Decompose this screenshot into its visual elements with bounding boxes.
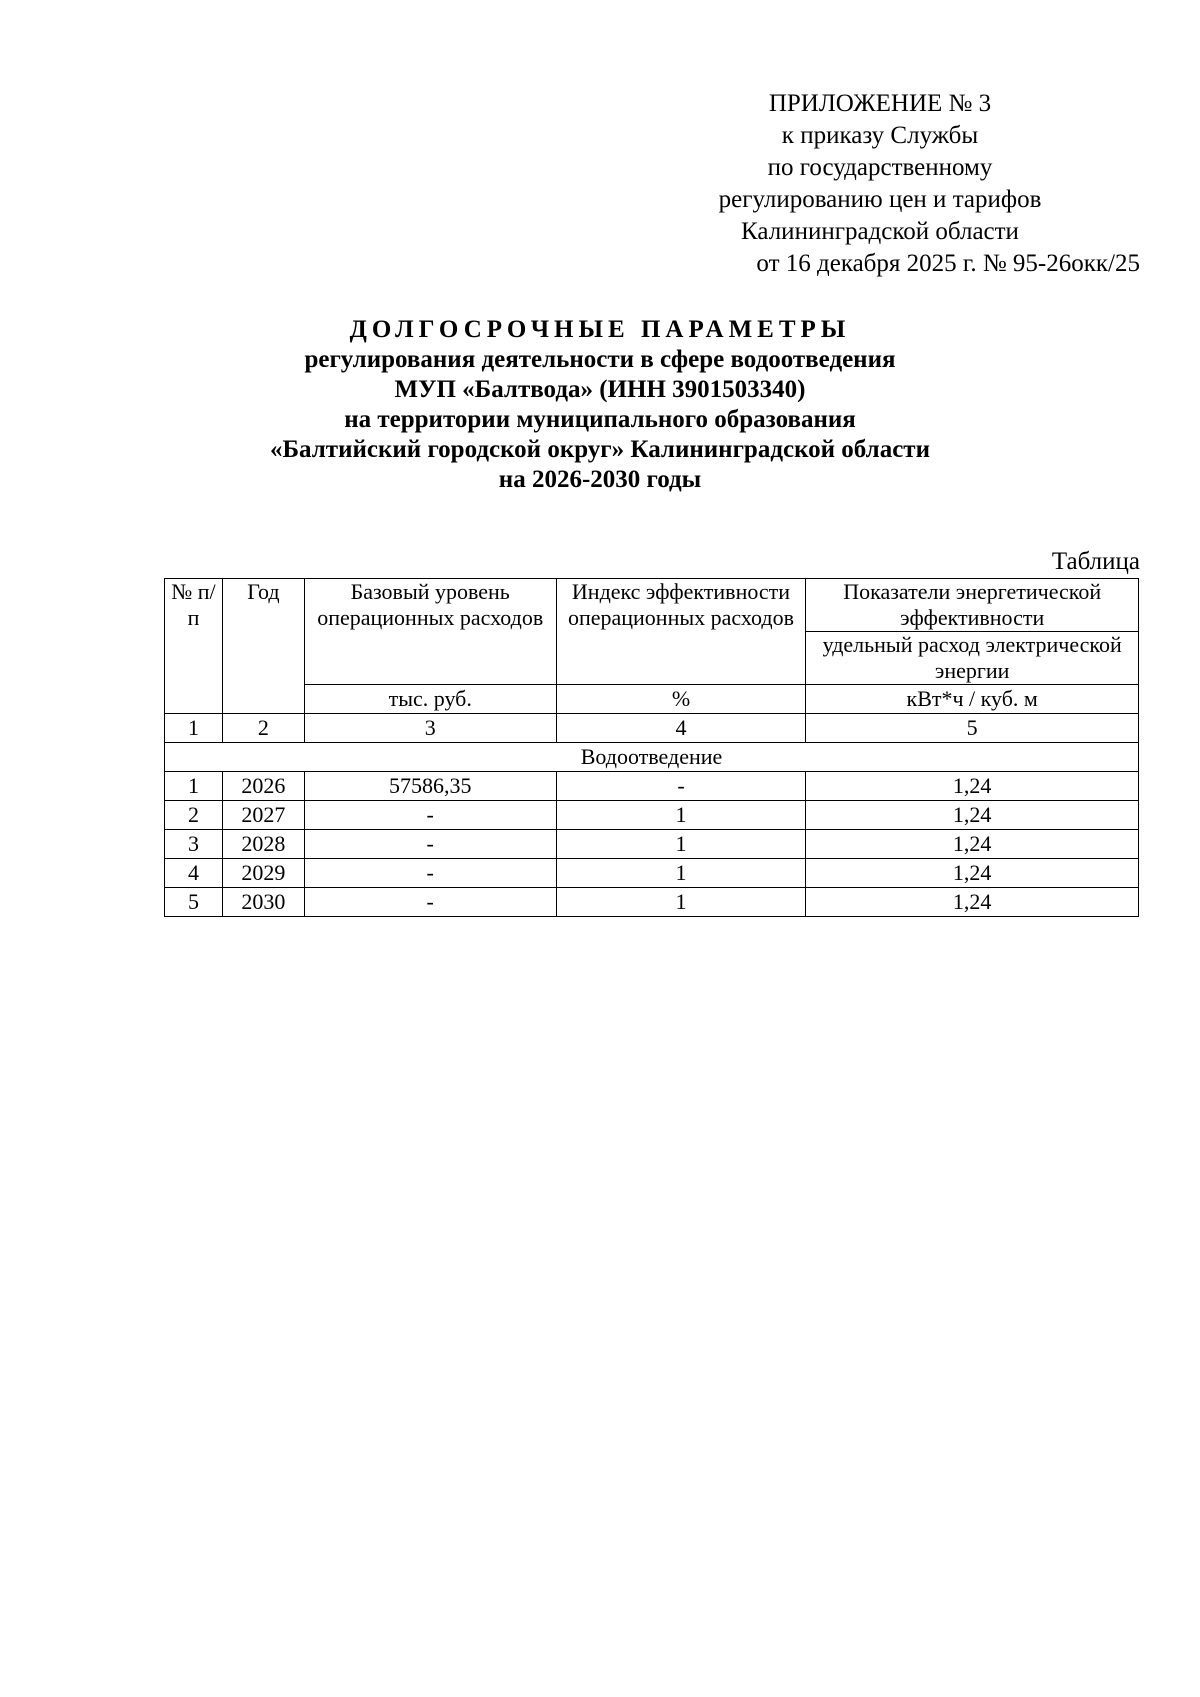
cell-year: 2030 [222,888,304,917]
cell-energy: 1,24 [806,801,1139,830]
appendix-header [620,88,1140,280]
column-number: 3 [304,714,556,743]
cell-n: 4 [165,859,223,888]
column-number: 1 [165,714,223,743]
cell-year: 2026 [222,772,304,801]
column-number: 2 [222,714,304,743]
section-label: Водоотведение [165,743,1139,772]
appendix-order-date: от 16 декабря 2025 г. № 95-26окк/25 [756,250,1140,277]
unit-base: тыс. руб. [304,685,556,714]
title-line: МУП «Балтвода» (ИНН 3901503340) [394,376,806,403]
header-year: Год [222,579,304,714]
table-row [165,772,1139,801]
cell-base: - [304,888,556,917]
unit-index: % [556,685,806,714]
column-number: 5 [806,714,1139,743]
cell-base: 57586,35 [304,772,556,801]
parameters-table [164,578,1139,917]
cell-n: 2 [165,801,223,830]
header-n: № п/п [165,579,223,714]
appendix-title: ПРИЛОЖЕНИЕ № 3 [768,90,992,117]
table-row [165,801,1139,830]
appendix-line: Калининградской области [741,218,1019,245]
column-number: 4 [556,714,806,743]
cell-energy: 1,24 [806,772,1139,801]
appendix-line: по государственному [767,154,993,181]
title-line: на территории муниципального образования [344,406,856,433]
cell-index: 1 [556,888,806,917]
appendix-line: к приказу Службы [781,122,979,149]
cell-base: - [304,830,556,859]
cell-energy: 1,24 [806,888,1139,917]
cell-n: 5 [165,888,223,917]
cell-index: - [556,772,806,801]
table-row [165,859,1139,888]
title-line: «Балтийский городской округ» Калининградской области [270,436,930,463]
column-numbers-row [165,714,1139,743]
units-row [165,685,1139,714]
cell-year: 2027 [222,801,304,830]
cell-n: 1 [165,772,223,801]
header-energy-group: Показатели энергетической эффективности [806,579,1139,632]
unit-energy: кВт*ч / куб. м [806,685,1139,714]
section-row [165,743,1139,772]
cell-index: 1 [556,830,806,859]
cell-base: - [304,801,556,830]
header-base: Базовый уровень операционных расходов [304,579,556,685]
title-line: регулирования деятельности в сфере водоотведения [304,346,896,373]
header-row [165,579,1139,632]
header-index: Индекс эффективности операционных расходов [556,579,806,685]
appendix-line: регулированию цен и тарифов [718,186,1042,213]
cell-energy: 1,24 [806,830,1139,859]
title-line: на 2026-2030 годы [498,466,702,493]
cell-index: 1 [556,801,806,830]
table-row [165,888,1139,917]
cell-year: 2028 [222,830,304,859]
table-row [165,830,1139,859]
cell-index: 1 [556,859,806,888]
cell-n: 3 [165,830,223,859]
cell-base: - [304,859,556,888]
table-caption: Таблица [1051,548,1140,575]
cell-year: 2029 [222,859,304,888]
title-heading: ДОЛГОСРОЧНЫЕ ПАРАМЕТРЫ [349,316,851,343]
document-title [0,315,1200,495]
header-energy: удельный расход электрической энергии [806,632,1139,685]
cell-energy: 1,24 [806,859,1139,888]
